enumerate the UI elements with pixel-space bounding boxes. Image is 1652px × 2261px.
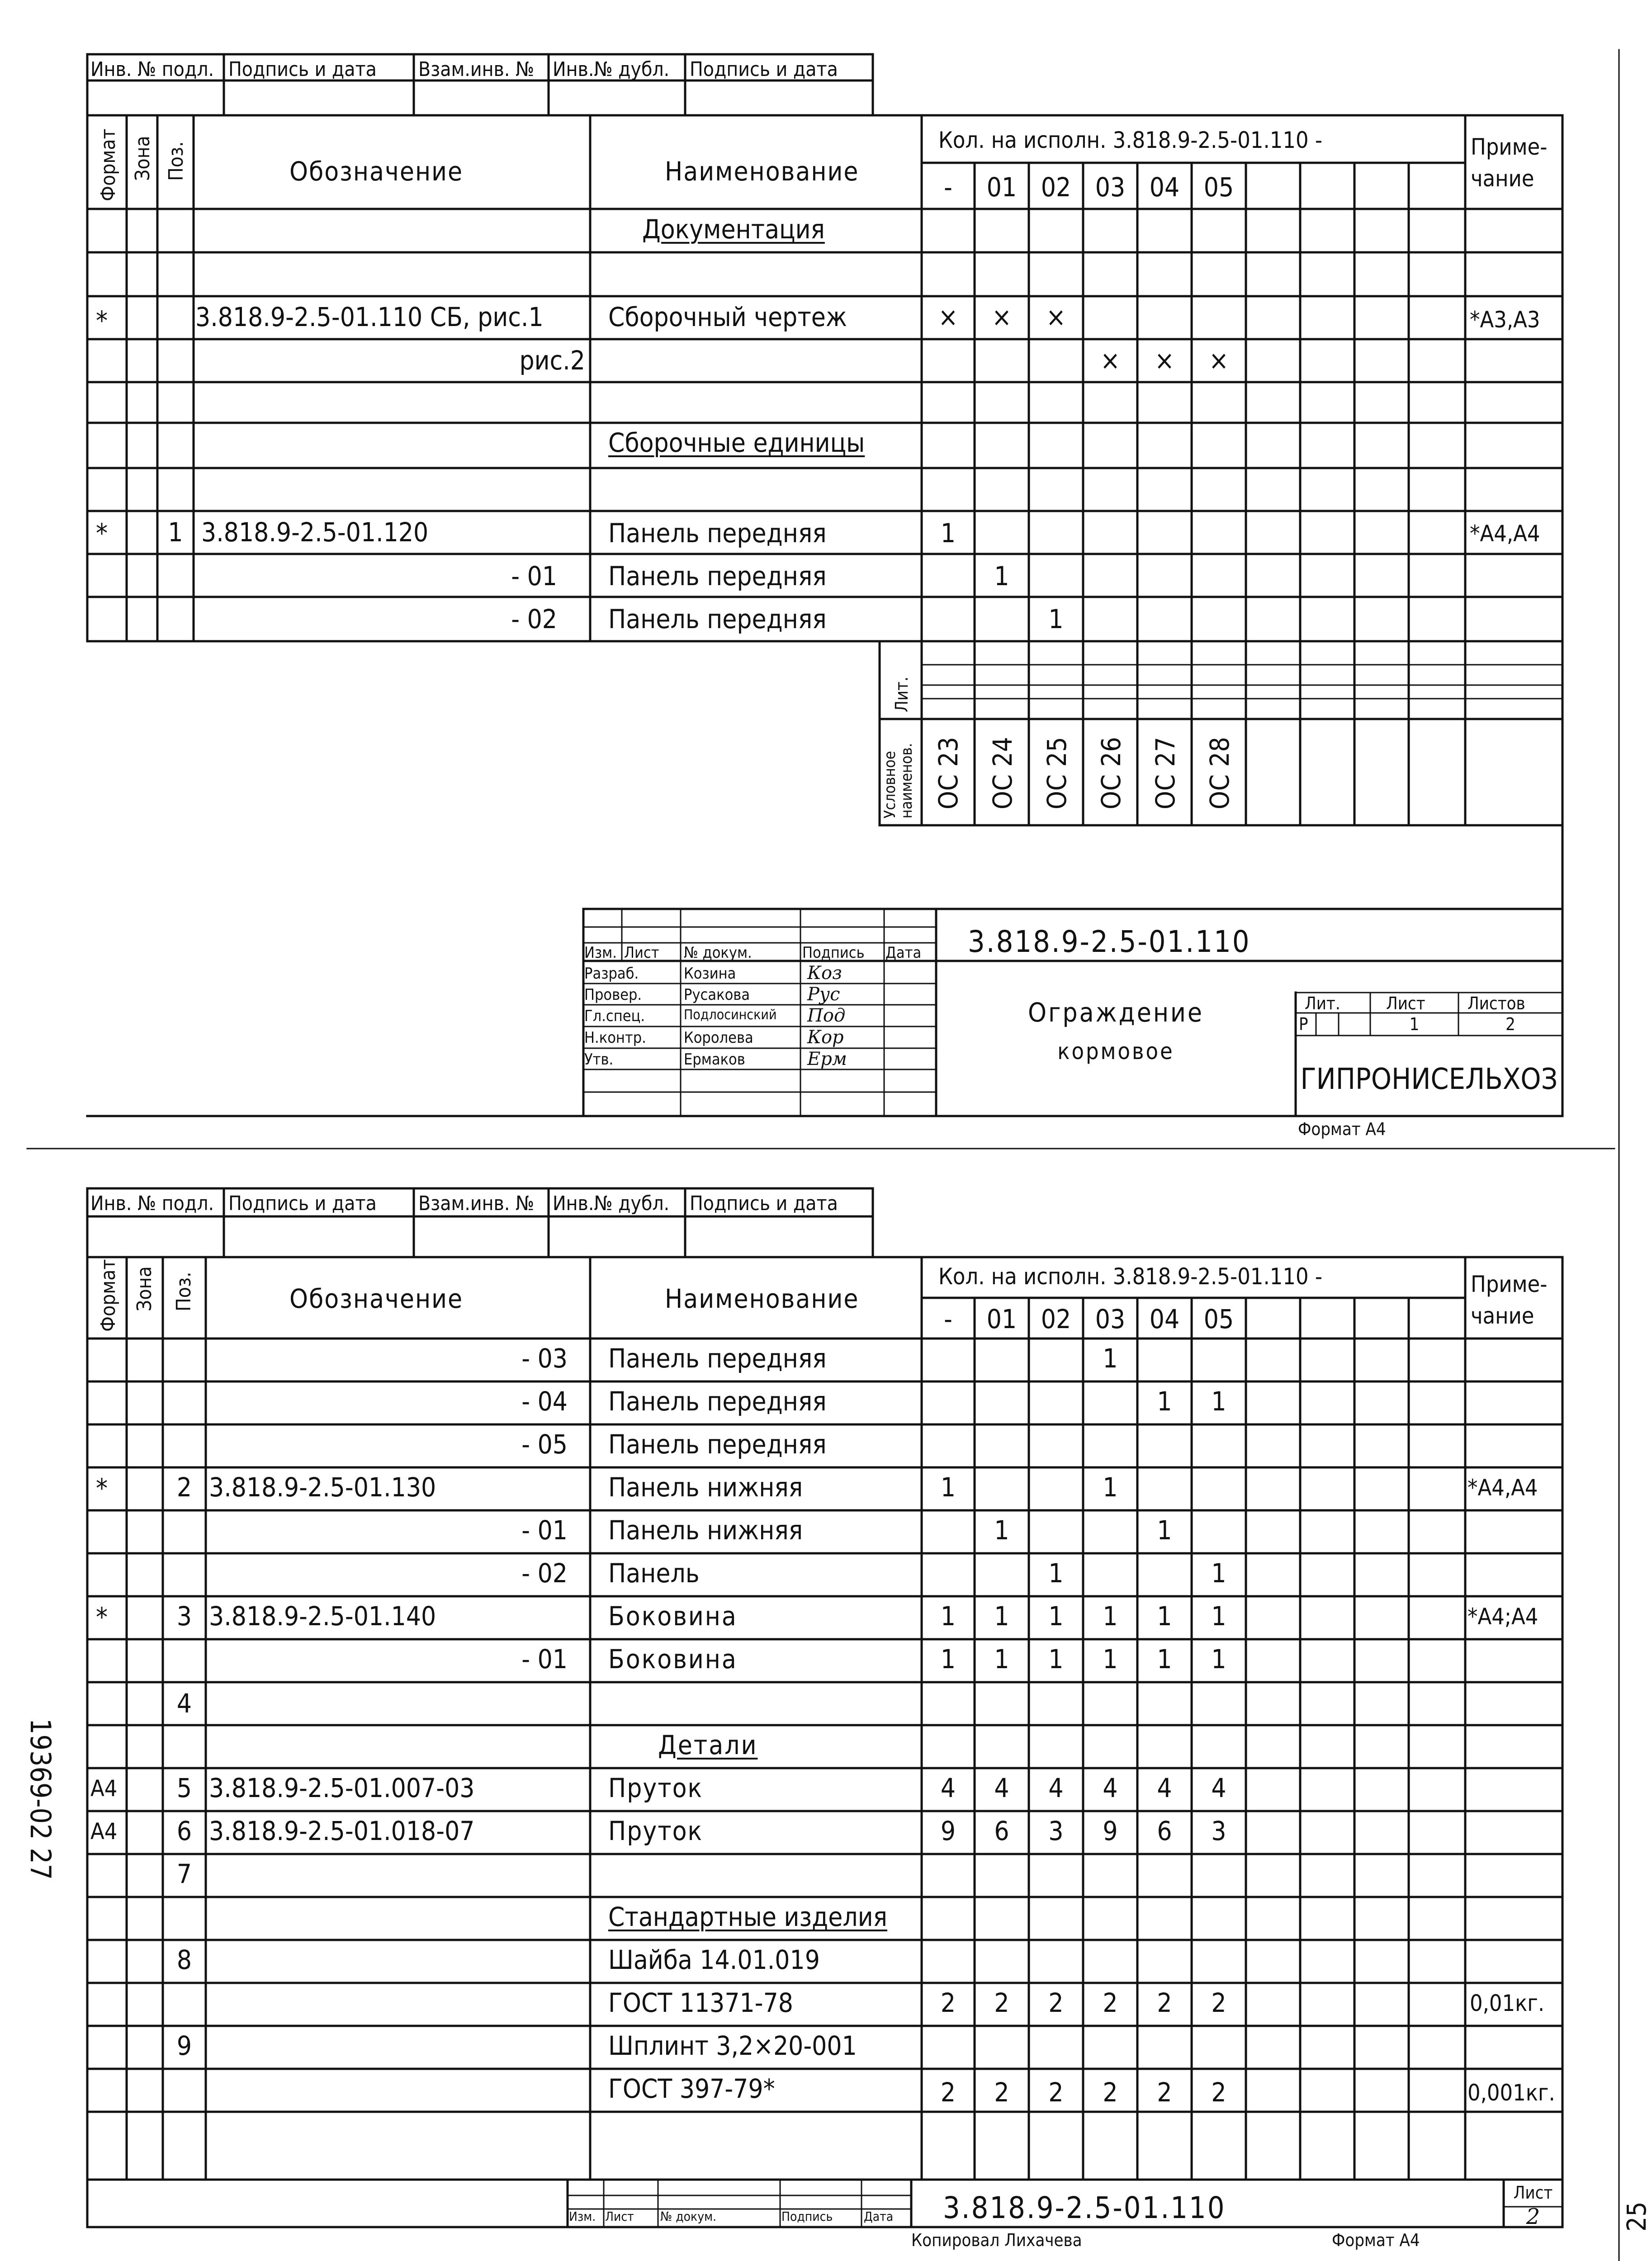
tb-col-list: Лист — [624, 944, 659, 962]
qty-cell: 4 — [1157, 1773, 1172, 1803]
tb-col-doc: № докум. — [660, 2209, 717, 2224]
variant-04: 04 — [1149, 1304, 1180, 1334]
tb-person: Ермаков — [684, 1050, 745, 1069]
qty-cell: 1 — [1211, 1601, 1226, 1632]
qty-cell: 1 — [1211, 1558, 1226, 1589]
qty-cell: 6 — [1157, 1816, 1172, 1846]
row-format: * — [96, 1602, 108, 1632]
tb-sheet-value: 2 — [1526, 2204, 1540, 2229]
qty-cell: 3 — [1211, 1816, 1226, 1846]
qty-cell: 4 — [1211, 1773, 1226, 1803]
row-pos: 4 — [176, 1688, 192, 1719]
row-pos: 8 — [176, 1944, 192, 1975]
qty-cell: 1 — [994, 1601, 1009, 1632]
qty-cell: 1 — [1048, 604, 1064, 634]
tb-signature: Рус — [807, 984, 840, 1005]
tb-signature: Ерм — [807, 1049, 847, 1069]
row-designation: - 02 — [521, 1558, 568, 1589]
col-zone-label: Зона — [133, 1266, 156, 1311]
col-note-label: Приме-чание — [1471, 134, 1548, 192]
row-note: *А4;А4 — [1467, 1604, 1538, 1630]
qty-cell: 1 — [994, 561, 1009, 591]
qty-cell: × — [1046, 302, 1066, 332]
tb-person: Королева — [684, 1029, 753, 1047]
doc-title-line2: кормовое — [1057, 1038, 1174, 1064]
variant-05: 05 — [1203, 1304, 1234, 1334]
qty-cell: 2 — [1157, 1987, 1172, 2018]
qty-cell: × — [1209, 345, 1229, 376]
qty-cell: 1 — [1211, 1644, 1226, 1674]
row-designation: рис.2 — [519, 345, 585, 376]
tb-org: ГИПРОНИСЕЛЬХОЗ — [1300, 1063, 1558, 1096]
col-note-label: Приме-чание — [1471, 1271, 1548, 1329]
qty-cell: 2 — [994, 2077, 1009, 2108]
format-label: Формат А4 — [1332, 2230, 1420, 2250]
qty-cell: 4 — [1048, 1773, 1064, 1803]
col-name-label: Наименование — [665, 1283, 859, 1314]
qty-cell: 6 — [994, 1816, 1009, 1846]
variant-01: 01 — [986, 172, 1017, 203]
tb-col-sign: Подпись — [781, 2209, 833, 2224]
lit-label: Лит. — [892, 676, 912, 712]
tb-signature: Кор — [807, 1027, 844, 1048]
row-designation: 3.818.9-2.5-01.110 СБ, рис.1 — [195, 302, 544, 332]
tb-col-doc: № докум. — [684, 944, 752, 962]
col-qty-title: Кол. на исполн. 3.818.9-2.5-01.110 - — [938, 127, 1323, 153]
tb-col-sign: Подпись — [802, 944, 865, 962]
page-number: 25 — [1621, 2201, 1652, 2232]
tb-role: Провер. — [584, 986, 642, 1004]
cond-name-4: ОС 26 — [1096, 737, 1127, 809]
variant-base: - — [944, 172, 952, 203]
qty-cell: 1 — [1157, 1386, 1172, 1417]
variant-04: 04 — [1149, 172, 1180, 203]
tb-signature: Под — [807, 1005, 846, 1026]
archive-stamp: 19369-02 27 — [24, 1718, 57, 1880]
variant-02: 02 — [1041, 172, 1071, 203]
row-name: Пруток — [608, 1773, 703, 1803]
row-pos: 5 — [176, 1773, 192, 1803]
row-designation: - 03 — [521, 1343, 568, 1374]
section-documentation: Документация — [642, 214, 825, 245]
row-pos: 6 — [176, 1816, 192, 1846]
copied-by: Копировал Лихачева — [911, 2230, 1082, 2250]
row-name: Панель передняя — [608, 1429, 827, 1460]
qty-cell: 2 — [1157, 2077, 1172, 2108]
tb-lit-head: Лит. — [1305, 993, 1340, 1013]
qty-cell: × — [992, 302, 1012, 332]
tb-role: Утв. — [584, 1050, 614, 1069]
row-name: Шайба 14.01.019 — [608, 1944, 820, 1975]
row-note: *А4,А4 — [1470, 520, 1540, 547]
qty-cell: 1 — [1103, 1472, 1118, 1503]
col-name-label: Наименование — [665, 156, 859, 187]
row-name: Панель передняя — [608, 518, 827, 549]
qty-cell: 1 — [1048, 1644, 1064, 1674]
variant-01: 01 — [986, 1304, 1017, 1334]
qty-cell: 2 — [1103, 2077, 1118, 2108]
row-name: Сборочный чертеж — [608, 302, 847, 332]
tb-person: Русакова — [684, 986, 750, 1004]
qty-cell: 1 — [1103, 1601, 1118, 1632]
cond-name-2: ОС 24 — [987, 737, 1018, 809]
cond-name-1: ОС 23 — [933, 737, 964, 809]
row-format: * — [96, 518, 108, 549]
row-format: * — [96, 305, 108, 336]
row-name: Панель передняя — [608, 1343, 827, 1374]
tb-sheet-head: Лист — [1513, 2183, 1553, 2203]
row-name: Боковина — [608, 1601, 738, 1632]
row-format: А4 — [90, 1775, 118, 1802]
stamp-inv-podl: Инв. № подл. — [90, 58, 214, 81]
qty-cell: 1 — [940, 1472, 956, 1503]
tb-sheets-head: Листов — [1467, 993, 1525, 1013]
section-assembly-units: Сборочные единицы — [608, 427, 865, 458]
col-pos-label: Поз. — [165, 141, 188, 181]
row-name: Панель передняя — [608, 561, 827, 591]
stamp-sign-date: Подпись и дата — [228, 1192, 377, 1215]
row-name: Панель — [608, 1558, 700, 1589]
qty-cell: 1 — [1048, 1601, 1064, 1632]
row-pos: 9 — [176, 2030, 192, 2061]
tb-sheet-head: Лист — [1386, 993, 1425, 1013]
tb-role: Н.контр. — [584, 1029, 646, 1047]
row-name: Шплинт 3,2×20-001 — [608, 2030, 857, 2061]
row-designation: 3.818.9-2.5-01.007-03 — [209, 1773, 475, 1803]
col-designation-label: Обозначение — [289, 1283, 464, 1314]
row-pos: 7 — [176, 1859, 192, 1889]
variant-03: 03 — [1095, 1304, 1126, 1334]
cond-name-3: ОС 25 — [1041, 737, 1072, 809]
qty-cell: 1 — [940, 1601, 956, 1632]
qty-cell: × — [938, 302, 958, 332]
tb-col-list: Лист — [605, 2209, 634, 2224]
qty-cell: 3 — [1048, 1816, 1064, 1846]
variant-03: 03 — [1095, 172, 1126, 203]
row-designation: - 01 — [521, 1515, 568, 1546]
col-pos-label: Поз. — [172, 1272, 195, 1311]
row-name: Панель передняя — [608, 1386, 827, 1417]
row-designation: 3.818.9-2.5-01.140 — [209, 1601, 436, 1632]
row-pos: 3 — [176, 1601, 192, 1632]
qty-cell: 4 — [940, 1773, 956, 1803]
qty-cell: 2 — [940, 1987, 956, 2018]
row-name: Боковина — [608, 1644, 738, 1674]
row-note: *А4,А4 — [1467, 1475, 1538, 1501]
qty-cell: 2 — [1211, 2077, 1226, 2108]
section-details: Детали — [658, 1730, 758, 1760]
tb-col-izm: Изм. — [584, 944, 617, 962]
tb-role: Гл.спец. — [584, 1007, 645, 1025]
qty-cell: 1 — [1157, 1601, 1172, 1632]
row-pos: 1 — [168, 517, 183, 548]
qty-cell: 2 — [1048, 2077, 1064, 2108]
format-label: Формат А4 — [1298, 1119, 1386, 1139]
qty-cell: 1 — [1103, 1644, 1118, 1674]
row-designation: - 01 — [521, 1644, 568, 1674]
stamp-sign-date-2: Подпись и дата — [690, 1192, 838, 1215]
tb-col-date: Дата — [864, 2209, 894, 2224]
cond-name-5: ОС 27 — [1150, 737, 1181, 809]
col-format-label: Формат — [97, 1259, 120, 1332]
variant-02: 02 — [1041, 1304, 1071, 1334]
stamp-sign-date: Подпись и дата — [228, 58, 377, 81]
qty-cell: 1 — [1211, 1386, 1226, 1417]
row-name: Панель нижняя — [608, 1515, 803, 1546]
row-designation: - 01 — [511, 561, 557, 591]
variant-base: - — [944, 1304, 952, 1334]
qty-cell: 1 — [1157, 1515, 1172, 1546]
row-name: ГОСТ 11371-78 — [608, 1987, 793, 2018]
qty-cell: 1 — [994, 1515, 1009, 1546]
qty-cell: 2 — [994, 1987, 1009, 2018]
stamp-inv-podl: Инв. № подл. — [90, 1192, 214, 1215]
stamp-inv-dubl: Инв.№ дубл. — [553, 1192, 670, 1215]
cond-name-6: ОС 28 — [1204, 737, 1235, 809]
row-designation: - 04 — [521, 1386, 568, 1417]
row-designation: 3.818.9-2.5-01.120 — [201, 517, 429, 548]
row-name: Пруток — [608, 1816, 703, 1846]
qty-cell: 9 — [940, 1816, 956, 1846]
qty-cell: × — [1100, 345, 1120, 376]
row-name: ГОСТ 397-79* — [608, 2073, 775, 2104]
tb-person: Козина — [684, 965, 736, 983]
tb-lit-value: Р — [1299, 1014, 1308, 1034]
qty-cell: 1 — [994, 1644, 1009, 1674]
qty-cell: 1 — [940, 518, 956, 549]
row-designation: - 02 — [511, 604, 557, 634]
row-designation: 3.818.9-2.5-01.130 — [209, 1472, 436, 1503]
qty-cell: 4 — [1103, 1773, 1118, 1803]
row-note: 0,001кг. — [1467, 2080, 1555, 2106]
qty-cell: × — [1155, 345, 1174, 376]
tb-sheets-value: 2 — [1505, 1014, 1515, 1034]
stamp-sign-date-2: Подпись и дата — [690, 58, 838, 81]
doc-code: 3.818.9-2.5-01.110 — [968, 924, 1251, 959]
qty-cell: 1 — [940, 1644, 956, 1674]
row-note: 0,01кг. — [1470, 1990, 1545, 2016]
row-designation: 3.818.9-2.5-01.018-07 — [209, 1816, 475, 1846]
row-note: *А3,А3 — [1470, 307, 1540, 333]
col-zone-label: Зона — [131, 136, 154, 181]
qty-cell: 2 — [1048, 1987, 1064, 2018]
row-name: Панель передняя — [608, 604, 827, 634]
section-standard-items: Стандартные изделия — [608, 1902, 888, 1932]
qty-cell: 2 — [1103, 1987, 1118, 2018]
row-format: А4 — [90, 1818, 118, 1845]
qty-cell: 9 — [1103, 1816, 1118, 1846]
row-name: Панель нижняя — [608, 1472, 803, 1503]
qty-cell: 2 — [940, 2077, 956, 2108]
tb-col-date: Дата — [885, 944, 922, 962]
cond-name-label: Условное наименов. — [881, 743, 916, 818]
qty-cell: 1 — [1048, 1558, 1064, 1589]
doc-code: 3.818.9-2.5-01.110 — [943, 2190, 1226, 2225]
tb-role: Разраб. — [584, 965, 639, 983]
tb-sheet-value: 1 — [1409, 1014, 1420, 1034]
col-qty-title: Кол. на исполн. 3.818.9-2.5-01.110 - — [938, 1263, 1323, 1290]
tb-col-izm: Изм. — [569, 2209, 596, 2224]
tb-person: Подлосинский — [684, 1007, 777, 1023]
stamp-vzam-inv: Взам.инв. № — [418, 58, 535, 81]
qty-cell: 1 — [1103, 1343, 1118, 1374]
qty-cell: 1 — [1157, 1644, 1172, 1674]
col-format-label: Формат — [97, 128, 120, 201]
row-format: * — [96, 1473, 108, 1504]
variant-05: 05 — [1203, 172, 1234, 203]
qty-cell: 2 — [1211, 1987, 1226, 2018]
doc-title-line1: Ограждение — [1028, 997, 1204, 1028]
stamp-inv-dubl: Инв.№ дубл. — [553, 58, 670, 81]
col-designation-label: Обозначение — [289, 156, 464, 187]
tb-signature: Коз — [807, 963, 842, 984]
stamp-vzam-inv: Взам.инв. № — [418, 1192, 535, 1215]
row-designation: - 05 — [521, 1429, 568, 1460]
row-pos: 2 — [176, 1472, 192, 1503]
qty-cell: 4 — [994, 1773, 1009, 1803]
